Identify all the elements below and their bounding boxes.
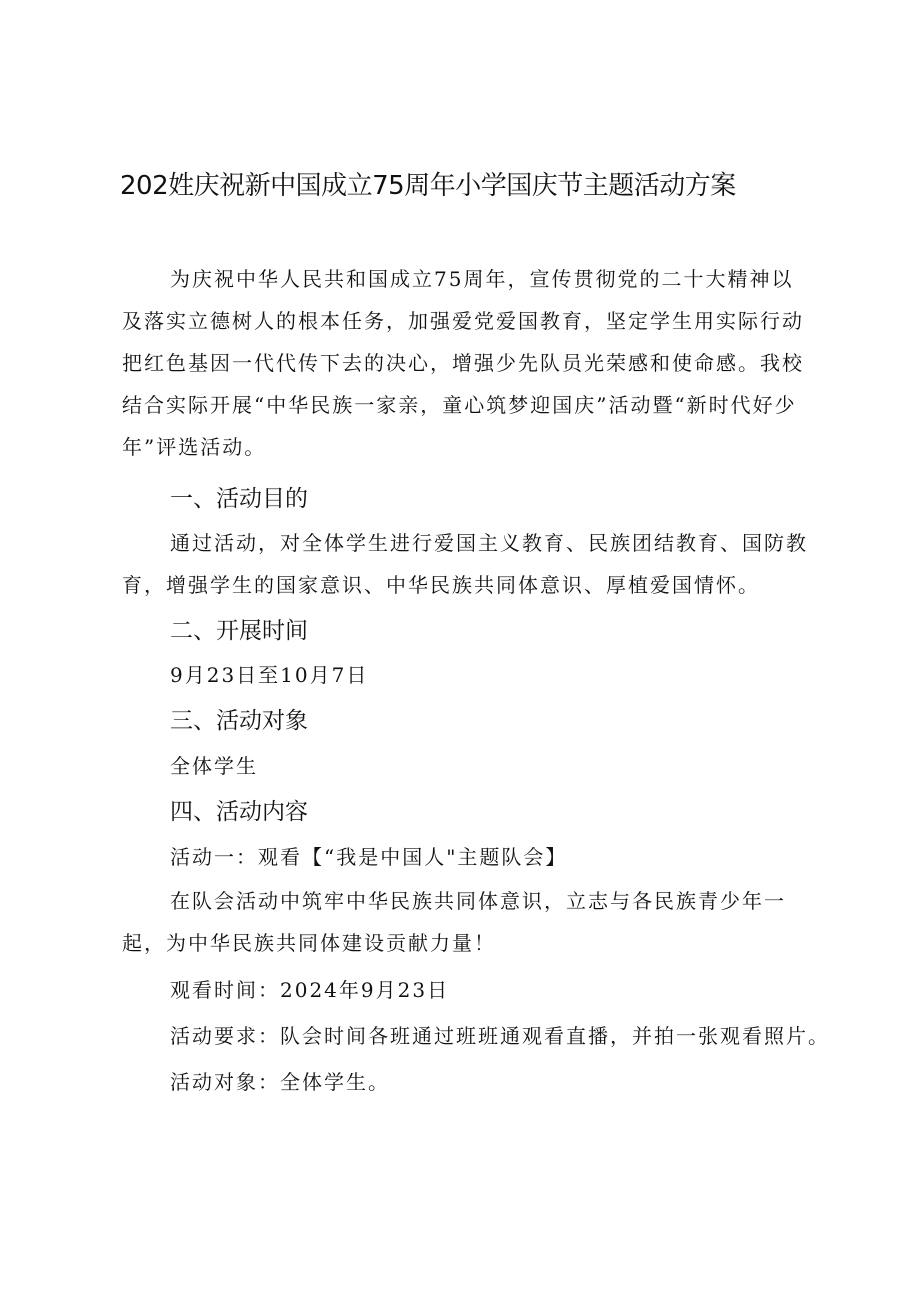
section-heading-target: 三、活动对象 bbox=[170, 708, 308, 734]
section-heading-content: 四、活动内容 bbox=[170, 799, 308, 825]
activity-target: 活动对象：全体学生。 bbox=[170, 1070, 390, 1094]
activity-description: 在队会活动中筑牢中华民族共同体意识，立志与各民族青少年一起，为中华民族共同体建设贡献力量！ bbox=[122, 889, 786, 955]
section-heading-purpose: 一、活动目的 bbox=[170, 486, 308, 512]
intro-paragraph: 为庆祝中华人民共和国成立75周年，宣传贯彻党的二十大精神以及落实立德树人的根本任务，加强爱党爱国教育，坚定学生用实际行动把红色基因一代代传下去的决心，增强少先队员光荣感和使命感。我校结合实际开展“中华民族一家亲，童心筑梦迎国庆”活动暨“新时代好少年”评选活动。 bbox=[122, 267, 804, 459]
activity-watch-time: 观看时间：2024年9月23日 bbox=[170, 978, 450, 1002]
section-text-purpose: 通过活动，对全体学生进行爱国主义教育、民族团结教育、国防教育，增强学生的国家意识、中华民族共同体意识、厚植爱国情怀。 bbox=[122, 531, 808, 597]
section-heading-time: 二、开展时间 bbox=[170, 618, 308, 644]
activity-requirement: 活动要求：队会时间各班通过班班通观看直播，并拍一张观看照片。 bbox=[170, 1024, 830, 1048]
section-text-target: 全体学生 bbox=[170, 754, 258, 778]
section-text-time: 9月23日至10月7日 bbox=[170, 663, 369, 687]
activity-title: 活动一：观看【“我是中国人"主题队会】 bbox=[170, 845, 568, 869]
document-title: 202姓庆祝新中国成立75周年小学国庆节主题活动方案 bbox=[120, 171, 736, 201]
